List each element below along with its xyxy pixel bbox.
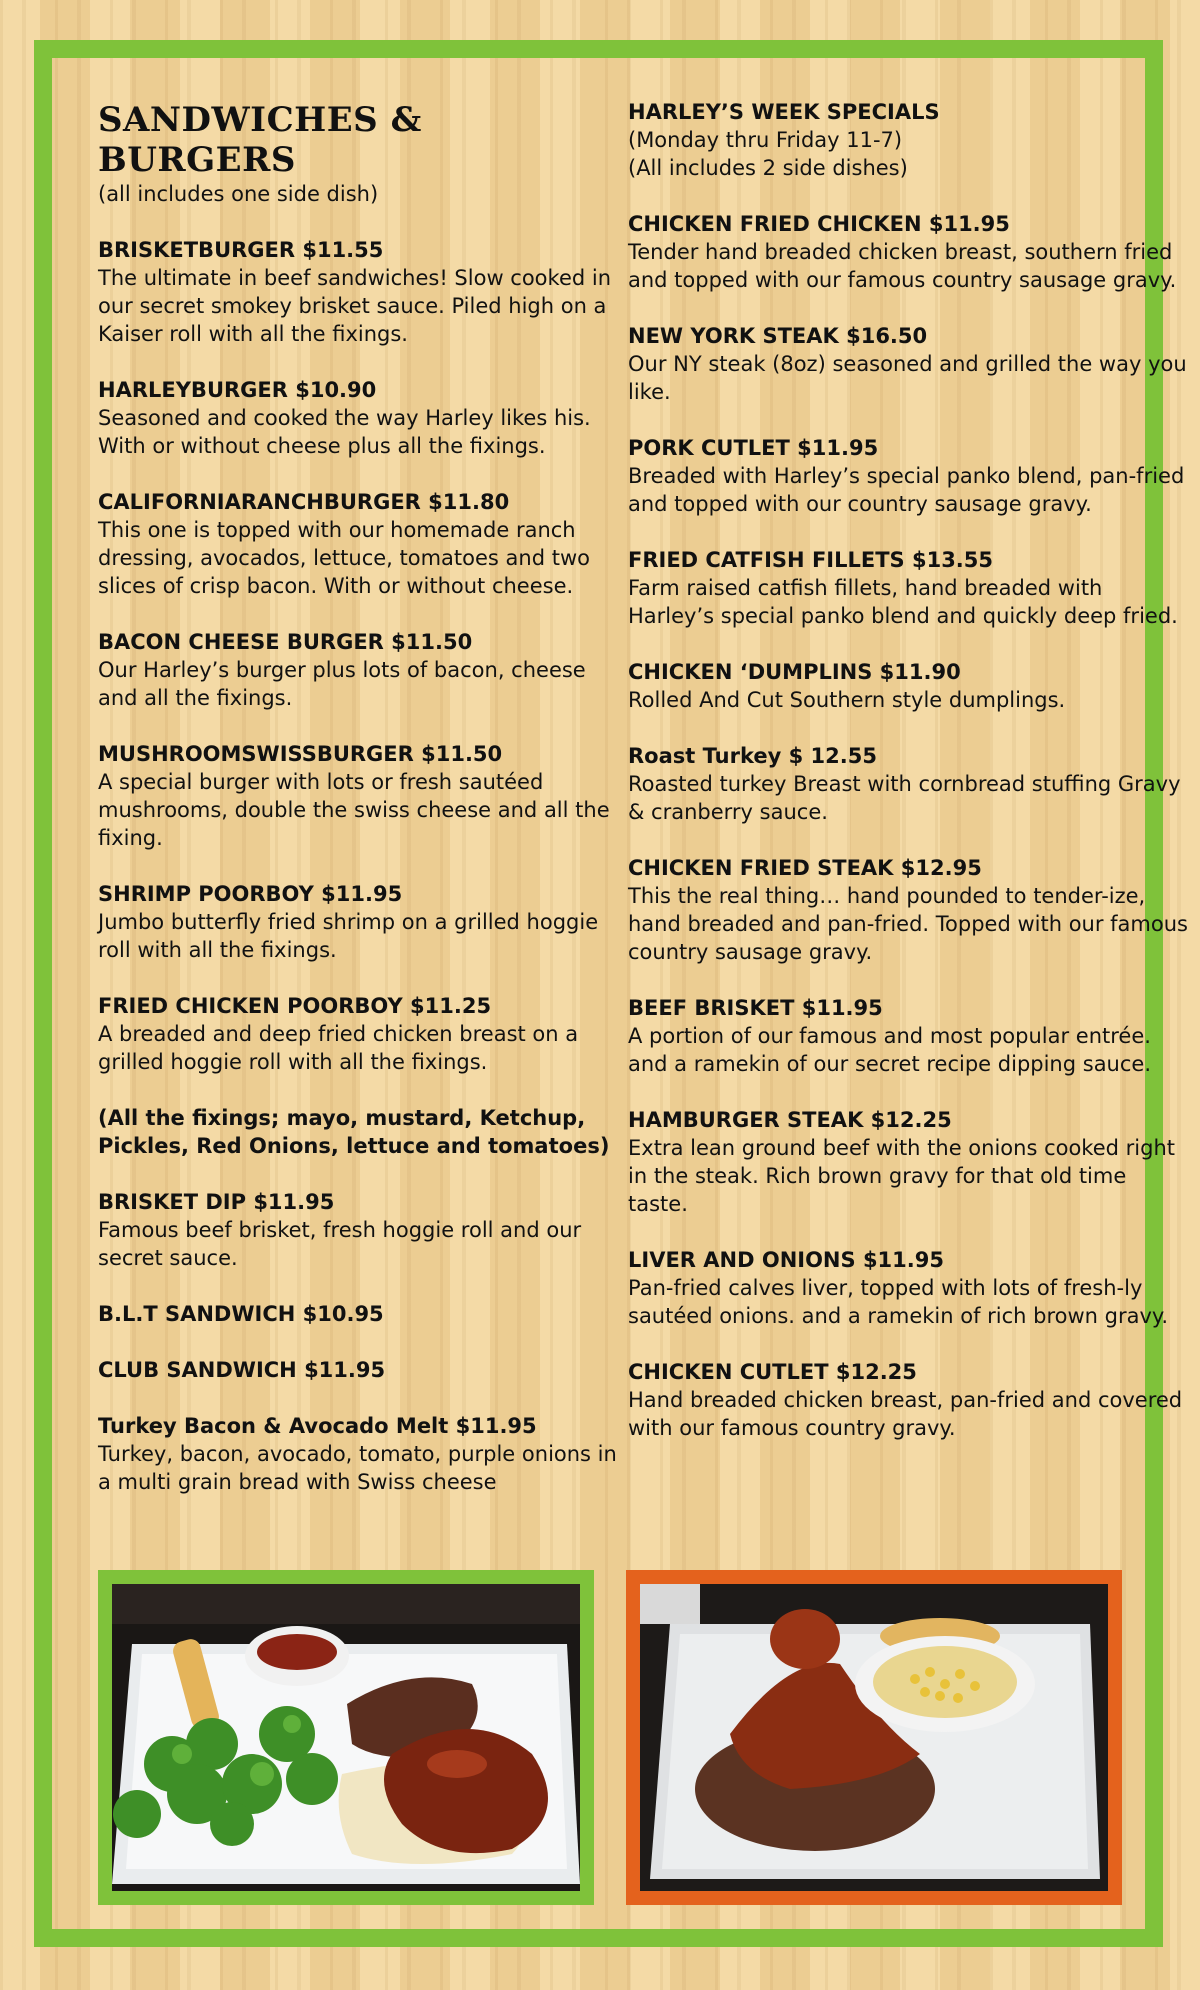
menu-item-heading: CHICKEN ‘DUMPLINS $11.90 bbox=[628, 660, 961, 684]
menu-item-heading: SHRIMP POORBOY $11.95 bbox=[98, 882, 403, 906]
menu-item bbox=[628, 1246, 1188, 1330]
menu-item-description: Famous beef brisket, fresh hoggie roll and our secret sauce. bbox=[98, 1218, 582, 1270]
menu-item-description: A special burger with lots or fresh sautéed mushrooms, double the swiss cheese and all the fixing. bbox=[98, 770, 610, 850]
menu-item-description: This one is topped with our homemade ranch dressing, avocados, lettuce, tomatoes and two slices of crisp bacon. With or without cheese. bbox=[98, 518, 590, 598]
section-subtitle: (All includes 2 side dishes) bbox=[628, 156, 908, 180]
menu-item-heading: NEW YORK STEAK $16.50 bbox=[628, 324, 928, 348]
menu-item bbox=[98, 992, 628, 1076]
sandwiches-column bbox=[98, 58, 628, 1524]
menu-item-description: Our Harley’s burger plus lots of bacon, cheese and all the fixings. bbox=[98, 658, 586, 710]
menu-item bbox=[628, 658, 1188, 714]
menu-item bbox=[98, 880, 628, 964]
section-subtitle: (Monday thru Friday 11-7) bbox=[628, 128, 903, 152]
menu-item-heading: BACON CHEESE BURGER $11.50 bbox=[98, 630, 473, 654]
menu-item bbox=[98, 236, 628, 348]
menu-item-heading: Turkey Bacon & Avocado Melt $11.95 bbox=[98, 1414, 537, 1438]
menu-item-heading: B.L.T SANDWICH $10.95 bbox=[98, 1302, 384, 1326]
menu-item-description: Hand breaded chicken breast, pan-fried and covered with our famous country gravy. bbox=[628, 1388, 1183, 1440]
menu-item-description: Tender hand breaded chicken breast, southern fried and topped with our famous country sausage gravy. bbox=[628, 240, 1177, 292]
menu-item-description: Jumbo butterfly fried shrimp on a grilled hoggie roll with all the fixings. bbox=[98, 910, 599, 962]
menu-item-heading: FRIED CATFISH FILLETS $13.55 bbox=[628, 548, 994, 572]
menu-item-heading: CALIFORNIARANCHBURGER $11.80 bbox=[98, 490, 510, 514]
food-photo-hamburger-steak bbox=[626, 1570, 1122, 1905]
menu-item bbox=[98, 376, 628, 460]
section-subtitle: (all includes one side dish) bbox=[98, 182, 379, 206]
menu-item-heading: LIVER AND ONIONS $11.95 bbox=[628, 1248, 944, 1272]
specials-column bbox=[628, 58, 1188, 1470]
menu-item-description: Breaded with Harley’s special panko blend, pan-fried and topped with our country sausage gravy. bbox=[628, 464, 1185, 516]
menu-item bbox=[98, 1356, 628, 1384]
menu-item bbox=[98, 488, 628, 600]
food-photo-brisket-plate bbox=[98, 1570, 594, 1905]
menu-item-description: Our NY steak (8oz) seasoned and grilled the way you like. bbox=[628, 352, 1187, 404]
menu-item-heading: BRISKETBURGER $11.55 bbox=[98, 238, 384, 262]
section-title: HARLEY’S WEEK SPECIALS bbox=[628, 100, 940, 124]
menu-item-heading: FRIED CHICKEN POORBOY $11.25 bbox=[98, 994, 492, 1018]
menu-item-heading: BRISKET DIP $11.95 bbox=[98, 1190, 335, 1214]
menu-item bbox=[98, 1300, 628, 1328]
menu-item-heading: Roast Turkey $ 12.55 bbox=[628, 744, 877, 768]
menu-item bbox=[628, 546, 1188, 630]
menu-item bbox=[628, 742, 1188, 826]
menu-item-description: This the real thing… hand pounded to tender-ize, hand breaded and pan-fried. Topped with our famous country sausage gravy. bbox=[628, 884, 1188, 964]
specials-list bbox=[628, 210, 1188, 1442]
menu-item-heading: PORK CUTLET $11.95 bbox=[628, 436, 879, 460]
menu-item-description: Rolled And Cut Southern style dumplings. bbox=[628, 688, 1066, 712]
menu-item-description: Seasoned and cooked the way Harley likes his. With or without cheese plus all the fixings. bbox=[98, 406, 591, 458]
menu-item-heading: CHICKEN FRIED STEAK $12.95 bbox=[628, 856, 982, 880]
menu-item-heading: CHICKEN CUTLET $12.25 bbox=[628, 1360, 917, 1384]
menu-item bbox=[628, 1106, 1188, 1218]
menu-item-heading: CLUB SANDWICH $11.95 bbox=[98, 1358, 386, 1382]
menu-item-description: Extra lean ground beef with the onions cooked right in the steak. Rich brown gravy for that old time taste. bbox=[628, 1136, 1175, 1216]
menu-item-heading: CHICKEN FRIED CHICKEN $11.95 bbox=[628, 212, 1010, 236]
menu-item bbox=[628, 994, 1188, 1078]
menu-item-heading: MUSHROOMSWISSBURGER $11.50 bbox=[98, 742, 503, 766]
menu-item bbox=[98, 1104, 628, 1160]
specials-header bbox=[628, 58, 1188, 182]
menu-item bbox=[628, 854, 1188, 966]
menu-item-description: Farm raised catfish fillets, hand breaded with Harley’s special panko blend and quickly deep fried. bbox=[628, 576, 1178, 628]
menu-item-description: Turkey, bacon, avocado, tomato, purple onions in a multi grain bread with Swiss cheese bbox=[98, 1442, 617, 1494]
menu-item-description: A breaded and deep fried chicken breast on a grilled hoggie roll with all the fixings. bbox=[98, 1022, 579, 1074]
menu-item-heading: HARLEYBURGER $10.90 bbox=[98, 378, 377, 402]
menu-item-description: The ultimate in beef sandwiches! Slow cooked in our secret smokey brisket sauce. Piled high on a Kaiser roll with all the fixings. bbox=[98, 266, 612, 346]
menu-item-description: Roasted turkey Breast with cornbread stuffing Gravy & cranberry sauce. bbox=[628, 772, 1181, 824]
menu-item-heading: (All the fixings; mayo, mustard, Ketchup, Pickles, Red Onions, lettuce and tomatoes) bbox=[98, 1106, 610, 1158]
menu-item-heading: HAMBURGER STEAK $12.25 bbox=[628, 1108, 952, 1132]
menu-item bbox=[98, 1188, 628, 1272]
menu-frame bbox=[34, 40, 1188, 1947]
section-title: SANDWICHES & BURGERS bbox=[98, 100, 422, 180]
menu-item bbox=[98, 1412, 628, 1496]
menu-item-description: Pan-fried calves liver, topped with lots of fresh-ly sautéed onions. and a ramekin of rich brown gravy. bbox=[628, 1276, 1169, 1328]
menu-item bbox=[628, 210, 1188, 294]
sandwiches-list bbox=[98, 236, 628, 1496]
menu-item-heading: BEEF BRISKET $11.95 bbox=[628, 996, 883, 1020]
menu-item-description: A portion of our famous and most popular entrée. and a ramekin of our secret recipe dipping sauce. bbox=[628, 1024, 1152, 1076]
menu-item bbox=[628, 1358, 1188, 1442]
menu-item bbox=[98, 628, 628, 712]
menu-item bbox=[98, 740, 628, 852]
menu-item bbox=[628, 322, 1188, 406]
menu-item bbox=[628, 434, 1188, 518]
